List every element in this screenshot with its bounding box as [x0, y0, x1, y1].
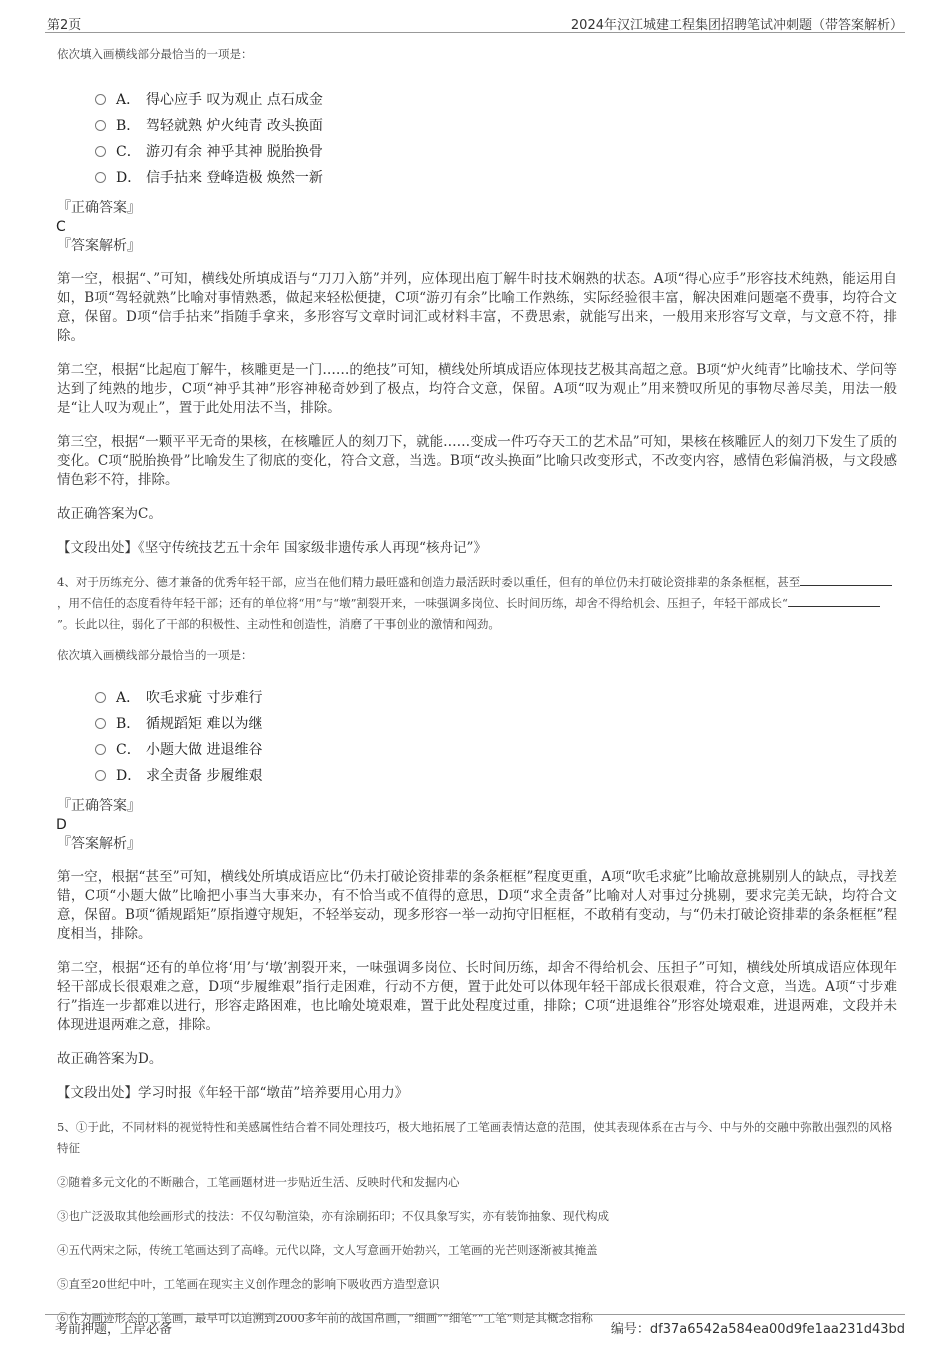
option-letter: A． [116, 92, 141, 108]
q4-blank-1 [800, 573, 892, 586]
radio-icon[interactable] [95, 692, 106, 703]
option-text: 求全责备 步履维艰 [146, 768, 263, 784]
q4-source: 【文段出处】学习时报《年轻干部“墩苗”培养要用心用力》 [57, 1085, 409, 1101]
option-text: 循规蹈矩 难以为继 [146, 716, 263, 732]
radio-icon[interactable] [95, 744, 106, 755]
page-footer [45, 1314, 905, 1337]
q4-stem-part-1: 4、对于历练充分、德才兼备的优秀年轻干部，应当在他们精力最旺盛和创造力最活跃时委以重任，但有的单位仍未打破论资排辈的条条框框，甚至 [57, 575, 801, 589]
q4-option-c[interactable] [95, 737, 897, 763]
q4-blank-2 [788, 594, 880, 607]
option-text: 得心应手 叹为观止 点石成金 [146, 92, 323, 108]
q4-option-b[interactable] [95, 711, 897, 737]
radio-icon[interactable] [95, 718, 106, 729]
q4-conclusion: 故正确答案为D。 [57, 1051, 163, 1067]
q4-analysis-label: 『答案解析』 [57, 836, 141, 852]
radio-icon[interactable] [95, 120, 106, 131]
option-text: 信手拈来 登峰造极 焕然一新 [146, 170, 323, 186]
q4-option-a[interactable] [95, 685, 897, 711]
q4-stem-part-2: ，用不信任的态度看待年轻干部；还有的单位将“用”与“墩”割裂开来，一味强调多岗位、长时间历练，却舍不得给机会、压担子，年轻干部成长“ [57, 596, 788, 610]
q4-answer-label: 『正确答案』 [57, 798, 141, 814]
q5-item-3: ③也广泛汲取其他绘画形式的技法：不仅勾勒渲染，亦有涂刷拓印；不仅具象写实，亦有装饰抽象、现代构成 [57, 1209, 609, 1223]
q3-analysis-paragraph-2: 第二空，根据“比起庖丁解牛，核雕更是一门……的绝技”可知，横线处所填成语应体现技艺极其高超之意。B项“炉火纯青”比喻技术、学问等达到了纯熟的地步，C项“神乎其神”形容神秘奇妙到了极点，均符合文意，保留。A项“叹为观止”用来赞叹所见的事物尽善尽美，用法一般是“让人叹为观止”，置于此处用法不当，排除。 [57, 362, 897, 416]
q4-analysis-paragraph-1: 第一空，根据“甚至”可知，横线处所填成语应比“仍未打破论资排辈的条条框框”程度更重，A项“吹毛求疵”比喻故意挑剔别人的缺点，寻找差错，C项“小题大做”比喻把小事当大事来办，有不恰当或不值得的意思，D项“求全责备”比喻对人对事过分挑剔，要求完美无缺，均符合文意，保留。B项“循规蹈矩”原指遵守规矩，不轻举妄动，现多形容一举一动拘守旧框框，不敢稍有变动，与“仍未打破论资排辈的条条框框”程度相当，排除。 [57, 869, 897, 942]
q3-answer-label: 『正确答案』 [57, 200, 141, 216]
option-text: 游刃有余 神乎其神 脱胎换骨 [146, 144, 323, 160]
q4-stem-part-3: ”。长此以往，弱化了干部的积极性、主动性和创造性，消磨了干事创业的激情和闯劲。 [57, 617, 500, 631]
option-letter: D． [116, 170, 142, 186]
option-text: 驾轻就熟 炉火纯青 改头换面 [146, 118, 323, 134]
q3-source: 【文段出处】《坚守传统技艺五十余年 国家级非遗传承人再现“核舟记”》 [57, 540, 487, 556]
q5-item-1: 5、①于此，不同材料的视觉特性和美感属性结合着不同处理技巧，极大地拓展了工笔画表情达意的范围，使其表现体系在古与今、中与外的交融中弥散出强烈的风格特征 [57, 1120, 893, 1155]
page-number: 第2页 [47, 18, 82, 33]
q5-item-5: ⑤直至20世纪中叶，工笔画在现实主义创作理念的影响下吸收西方造型意识 [57, 1277, 440, 1291]
q3-option-c[interactable] [95, 139, 897, 165]
q4-prompt: 依次填入画横线部分最恰当的一项是： [57, 648, 253, 662]
q3-options [57, 87, 897, 191]
option-text: 小题大做 进退维谷 [146, 742, 263, 758]
option-letter: C． [116, 144, 141, 160]
q3-analysis-paragraph-1: 第一空，根据“、”可知，横线处所填成语与“刀刀入筋”并列，应体现出庖丁解牛时技术娴熟的状态。A项“得心应手”形容技术纯熟，能运用自如，B项“驾轻就熟”比喻对事情熟悉，做起来轻松便捷，C项“游刃有余”比喻工作熟练，实际经验很丰富，解决困难问题毫不费事，均符合文意，保留。D项“信手拈来”指随手拿来，多形容写文章时词汇或材料丰富，不费思索，就能写出来，一般用来形容写文章，与文意不符，排除。 [57, 271, 897, 344]
radio-icon[interactable] [95, 172, 106, 183]
q3-option-d[interactable] [95, 165, 897, 191]
q4-answer: D [56, 817, 67, 833]
q5-item-2: ②随着多元文化的不断融合，工笔画题材进一步贴近生活、反映时代和发掘内心 [57, 1175, 460, 1189]
document-body [57, 36, 897, 1329]
document-id: 编号：df37a6542a584ea00d9fe1aa231d43bd [610, 1322, 905, 1337]
q3-conclusion: 故正确答案为C。 [57, 506, 162, 522]
option-letter: A． [116, 690, 141, 706]
option-letter: B． [116, 716, 141, 732]
q3-option-b[interactable] [95, 113, 897, 139]
page-header [45, 10, 905, 33]
radio-icon[interactable] [95, 770, 106, 781]
q4-option-d[interactable] [95, 763, 897, 789]
option-letter: D． [116, 768, 142, 784]
footer-slogan: 考前押题，上岸必备 [55, 1322, 173, 1337]
q3-prompt: 依次填入画横线部分最恰当的一项是： [57, 47, 253, 61]
q3-analysis-paragraph-3: 第三空，根据“一颗平平无奇的果核，在核雕匠人的刻刀下，就能……变成一件巧夺天工的艺术品”可知，果核在核雕匠人的刻刀下发生了质的变化。C项“脱胎换骨”比喻发生了彻底的变化，符合文意，当选。B项“改头换面”比喻只改变形式，不改变内容，感情色彩偏消极，与文段感情色彩不符，排除。 [57, 434, 897, 488]
document-title: 2024年汉江城建工程集团招聘笔试冲刺题（带答案解析） [570, 18, 903, 33]
q4-analysis-paragraph-2: 第二空，根据“还有的单位将‘用’与‘墩’割裂开来，一味强调多岗位、长时间历练，却舍不得给机会、压担子”可知，横线处所填成语应体现年轻干部成长很艰难之意，D项“步履维艰”指行走困难，行动不方便，置于此处可以体现年轻干部成长很艰难，符合文意，当选。A项“寸步难行”指连一步都难以进行，形容走路困难，也比喻处境艰难，置于此处程度过重，排除；C项“进退维谷”形容处境艰难，进退两难，文段并未体现进退两难之意，排除。 [57, 960, 897, 1033]
radio-icon[interactable] [95, 94, 106, 105]
q4-stem [57, 572, 897, 635]
radio-icon[interactable] [95, 146, 106, 157]
option-letter: C． [116, 742, 141, 758]
q3-option-a[interactable] [95, 87, 897, 113]
q3-answer: C [56, 219, 66, 235]
q5-item-4: ④五代两宋之际，传统工笔画达到了高峰。元代以降，文人写意画开始勃兴，工笔画的光芒则逐渐被其掩盖 [57, 1243, 598, 1257]
q4-options [57, 685, 897, 789]
option-letter: B． [116, 118, 141, 134]
q3-analysis-label: 『答案解析』 [57, 238, 141, 254]
option-text: 吹毛求疵 寸步难行 [146, 690, 263, 706]
q5-item-6: ⑥作为画迹形态的工笔画，最早可以追溯到2000多年前的战国帛画，“细画”“细笔”“工笔”则是其概念指称 [57, 1311, 594, 1325]
